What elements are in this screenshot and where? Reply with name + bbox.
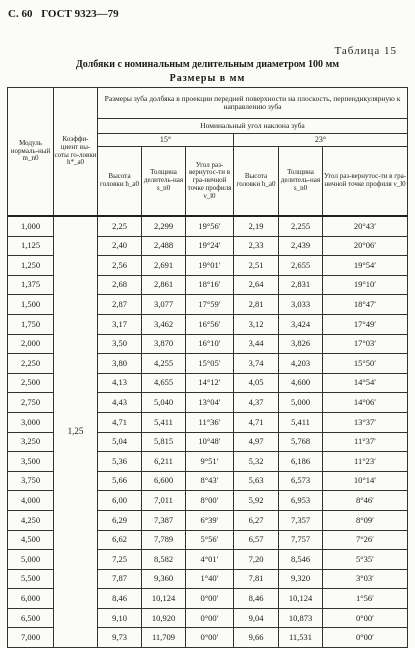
cell-height-15: 7,25 (98, 550, 142, 570)
cell-thickness-23: 3,826 (279, 334, 323, 354)
cell-thickness-23: 9,320 (279, 569, 323, 589)
cell-thickness-15: 2,299 (142, 216, 186, 236)
column-angle-group: Номинальный угол наклона зуба (98, 119, 408, 134)
cell-angle-15: 16°56′ (186, 314, 234, 334)
cell-module: 4,500 (8, 530, 54, 550)
cell-thickness-15: 7,387 (142, 510, 186, 530)
column-height-23: Высота головки h_a0 (234, 147, 279, 217)
cell-height-23: 6,27 (234, 510, 279, 530)
standard-number: ГОСТ 9323—79 (41, 8, 119, 20)
cell-module: 4,000 (8, 491, 54, 511)
page-header (8, 8, 125, 20)
cell-module: 5,500 (8, 569, 54, 589)
cell-module: 4,250 (8, 510, 54, 530)
column-thickness-23: Толщина делитель-ная s_n0 (279, 147, 323, 217)
column-angle-23: 23° (234, 134, 408, 147)
table-subtitle: Размеры в мм (169, 73, 246, 84)
cell-height-15: 2,87 (98, 295, 142, 315)
cell-height-15: 2,40 (98, 236, 142, 256)
cell-angle-15: 14°12′ (186, 373, 234, 393)
cell-height-15: 2,56 (98, 256, 142, 276)
cell-height-23: 2,81 (234, 295, 279, 315)
cell-thickness-23: 3,033 (279, 295, 323, 315)
cell-height-15: 3,17 (98, 314, 142, 334)
cell-height-15: 4,43 (98, 393, 142, 413)
cell-thickness-15: 2,691 (142, 256, 186, 276)
cell-thickness-23: 11,531 (279, 628, 323, 648)
cell-thickness-23: 2,831 (279, 275, 323, 295)
cell-thickness-15: 10,124 (142, 589, 186, 609)
cell-thickness-15: 6,600 (142, 471, 186, 491)
cell-thickness-23: 5,768 (279, 432, 323, 452)
cell-angle-23: 0°00′ (323, 628, 408, 648)
cell-height-23: 7,81 (234, 569, 279, 589)
cell-angle-23: 17°49′ (323, 314, 408, 334)
table-body (8, 216, 408, 648)
column-group-header: Размеры зуба долбяка в проекции передней поверхности на плоскость, перпендикулярную к направлению зуба (98, 88, 408, 119)
cell-module: 1,375 (8, 275, 54, 295)
cell-thickness-15: 11,709 (142, 628, 186, 648)
cell-module: 5,000 (8, 550, 54, 570)
cell-thickness-15: 2,861 (142, 275, 186, 295)
cell-angle-15: 10°48′ (186, 432, 234, 452)
cell-angle-23: 17°03′ (323, 334, 408, 354)
cell-height-15: 4,71 (98, 412, 142, 432)
cell-module: 1,125 (8, 236, 54, 256)
cell-height-15: 9,73 (98, 628, 142, 648)
cell-thickness-15: 10,920 (142, 608, 186, 628)
table-row (8, 216, 408, 236)
cell-angle-15: 19°24′ (186, 236, 234, 256)
cell-angle-15: 0°00′ (186, 608, 234, 628)
cell-thickness-15: 7,789 (142, 530, 186, 550)
cell-thickness-23: 4,203 (279, 354, 323, 374)
cell-height-23: 8,46 (234, 589, 279, 609)
cell-height-15: 2,68 (98, 275, 142, 295)
cell-thickness-15: 7,011 (142, 491, 186, 511)
cell-thickness-23: 10,124 (279, 589, 323, 609)
cell-height-23: 3,12 (234, 314, 279, 334)
cell-angle-15: 8°00′ (186, 491, 234, 511)
cell-angle-23: 14°06′ (323, 393, 408, 413)
cell-angle-15: 19°01′ (186, 256, 234, 276)
cell-thickness-15: 3,077 (142, 295, 186, 315)
cell-module: 3,250 (8, 432, 54, 452)
cell-angle-15: 1°40′ (186, 569, 234, 589)
cell-module: 2,750 (8, 393, 54, 413)
table-label: Таблица 15 (334, 45, 397, 57)
cell-angle-15: 17°59′ (186, 295, 234, 315)
cell-angle-23: 19°10′ (323, 275, 408, 295)
cell-height-23: 4,37 (234, 393, 279, 413)
cell-coefficient: 1,25 (54, 216, 98, 648)
cell-height-15: 2,25 (98, 216, 142, 236)
cell-angle-23: 15°50′ (323, 354, 408, 374)
cell-thickness-15: 5,411 (142, 412, 186, 432)
page-number: С. 60 (8, 8, 33, 20)
cell-height-23: 5,92 (234, 491, 279, 511)
cell-module: 6,500 (8, 608, 54, 628)
cell-angle-15: 0°00′ (186, 628, 234, 648)
cell-angle-23: 3°03′ (323, 569, 408, 589)
cell-angle-15: 9°51′ (186, 452, 234, 472)
cell-angle-15: 4°01′ (186, 550, 234, 570)
cell-height-23: 6,57 (234, 530, 279, 550)
cell-height-15: 6,29 (98, 510, 142, 530)
cell-height-23: 2,33 (234, 236, 279, 256)
cell-thickness-23: 5,000 (279, 393, 323, 413)
cell-thickness-23: 4,600 (279, 373, 323, 393)
cell-angle-23: 8°09′ (323, 510, 408, 530)
cell-thickness-23: 2,655 (279, 256, 323, 276)
cell-thickness-15: 8,582 (142, 550, 186, 570)
dimensions-table (7, 87, 408, 648)
column-angle-15: 15° (98, 134, 234, 147)
cell-thickness-23: 3,424 (279, 314, 323, 334)
cell-angle-23: 20°06′ (323, 236, 408, 256)
cell-thickness-15: 9,360 (142, 569, 186, 589)
cell-thickness-15: 5,040 (142, 393, 186, 413)
cell-thickness-15: 3,870 (142, 334, 186, 354)
cell-module: 7,000 (8, 628, 54, 648)
cell-height-23: 4,05 (234, 373, 279, 393)
cell-height-23: 4,97 (234, 432, 279, 452)
cell-angle-23: 7°26′ (323, 530, 408, 550)
cell-angle-23: 14°54′ (323, 373, 408, 393)
cell-height-23: 9,66 (234, 628, 279, 648)
cell-angle-23: 10°14′ (323, 471, 408, 491)
cell-thickness-23: 5,411 (279, 412, 323, 432)
cell-thickness-23: 7,757 (279, 530, 323, 550)
column-height-15: Высота головки h_a0 (98, 147, 142, 217)
cell-height-15: 5,66 (98, 471, 142, 491)
cell-angle-23: 11°23′ (323, 452, 408, 472)
cell-height-23: 4,71 (234, 412, 279, 432)
cell-module: 1,750 (8, 314, 54, 334)
cell-angle-15: 19°56′ (186, 216, 234, 236)
cell-module: 3,750 (8, 471, 54, 491)
cell-height-15: 5,04 (98, 432, 142, 452)
cell-thickness-15: 4,655 (142, 373, 186, 393)
cell-module: 1,000 (8, 216, 54, 236)
cell-angle-15: 5°56′ (186, 530, 234, 550)
cell-angle-15: 8°43′ (186, 471, 234, 491)
cell-thickness-15: 6,211 (142, 452, 186, 472)
cell-thickness-15: 5,815 (142, 432, 186, 452)
cell-angle-15: 0°00′ (186, 589, 234, 609)
cell-angle-15: 6°39′ (186, 510, 234, 530)
column-angle-profile-23: Угол раз-вернутос-ти в гра-ничной точке профиля ν_l0 (323, 147, 408, 217)
cell-angle-15: 13°04′ (186, 393, 234, 413)
cell-height-15: 9,10 (98, 608, 142, 628)
cell-module: 6,000 (8, 589, 54, 609)
cell-height-23: 3,74 (234, 354, 279, 374)
cell-height-23: 5,32 (234, 452, 279, 472)
cell-thickness-23: 6,573 (279, 471, 323, 491)
cell-angle-23: 1°56′ (323, 589, 408, 609)
cell-height-23: 7,20 (234, 550, 279, 570)
cell-module: 2,250 (8, 354, 54, 374)
cell-height-15: 7,87 (98, 569, 142, 589)
column-thickness-15: Толщина делитель-ная s_n0 (142, 147, 186, 217)
cell-module: 3,500 (8, 452, 54, 472)
cell-height-15: 6,62 (98, 530, 142, 550)
cell-module: 2,500 (8, 373, 54, 393)
cell-height-23: 2,64 (234, 275, 279, 295)
cell-thickness-23: 6,186 (279, 452, 323, 472)
cell-angle-15: 11°36′ (186, 412, 234, 432)
cell-thickness-15: 2,488 (142, 236, 186, 256)
cell-thickness-23: 7,357 (279, 510, 323, 530)
cell-angle-23: 0°00′ (323, 608, 408, 628)
cell-angle-23: 20°43′ (323, 216, 408, 236)
cell-angle-23: 18°47′ (323, 295, 408, 315)
cell-module: 1,500 (8, 295, 54, 315)
cell-height-15: 4,13 (98, 373, 142, 393)
cell-thickness-23: 8,546 (279, 550, 323, 570)
cell-angle-23: 5°35′ (323, 550, 408, 570)
column-module: Модуль нормаль-ный m_n0 (8, 88, 54, 217)
cell-height-23: 9,04 (234, 608, 279, 628)
cell-angle-23: 11°37′ (323, 432, 408, 452)
column-angle-profile-15: Угол раз-вернутос-ти в гра-ничной точке профиля ν_l0 (186, 147, 234, 217)
cell-height-15: 3,50 (98, 334, 142, 354)
cell-thickness-23: 6,953 (279, 491, 323, 511)
cell-angle-15: 15°05′ (186, 354, 234, 374)
table-title: Долбяки с номинальным делительным диаметром 100 мм (75, 59, 340, 70)
cell-angle-23: 8°46′ (323, 491, 408, 511)
cell-module: 1,250 (8, 256, 54, 276)
cell-height-15: 5,36 (98, 452, 142, 472)
cell-angle-15: 16°10′ (186, 334, 234, 354)
cell-height-23: 2,51 (234, 256, 279, 276)
column-coefficient: Коэффи-циент вы-соты го-ловки h*_a0 (54, 88, 98, 217)
cell-height-23: 3,44 (234, 334, 279, 354)
cell-height-23: 5,63 (234, 471, 279, 491)
cell-height-15: 3,80 (98, 354, 142, 374)
cell-thickness-23: 2,255 (279, 216, 323, 236)
cell-thickness-15: 4,255 (142, 354, 186, 374)
cell-angle-23: 13°37′ (323, 412, 408, 432)
cell-angle-15: 18°16′ (186, 275, 234, 295)
cell-thickness-15: 3,462 (142, 314, 186, 334)
cell-height-23: 2,19 (234, 216, 279, 236)
cell-thickness-23: 10,873 (279, 608, 323, 628)
cell-module: 3,000 (8, 412, 54, 432)
cell-height-15: 8,46 (98, 589, 142, 609)
cell-height-15: 6,00 (98, 491, 142, 511)
cell-thickness-23: 2,439 (279, 236, 323, 256)
cell-angle-23: 19°54′ (323, 256, 408, 276)
cell-module: 2,000 (8, 334, 54, 354)
